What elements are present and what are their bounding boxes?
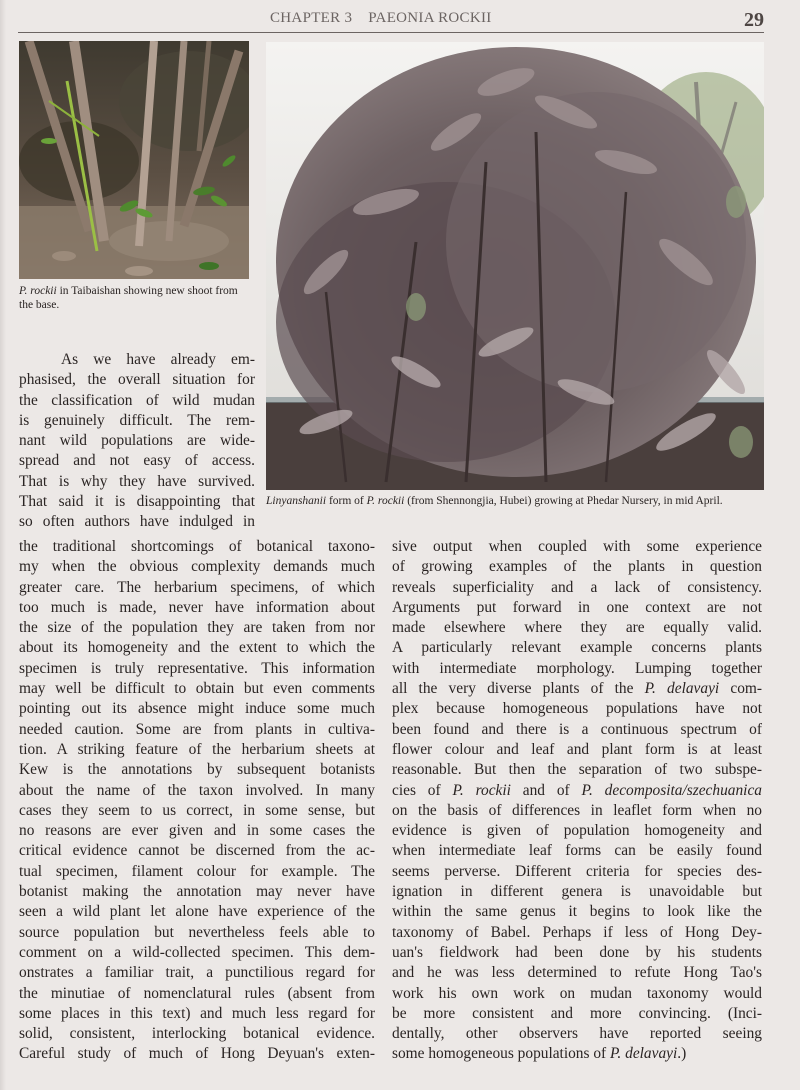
text-line: within the same genus it begins to look like the [392, 903, 762, 921]
text-line: reveals superficiality and a lack of consistency. [392, 578, 762, 596]
text-line: evidence is given of population homogeneity and [392, 822, 762, 840]
text-line: no reasons are ever given and in some cases the [19, 822, 375, 840]
text-line: A particularly relevant example concerns plants [392, 639, 762, 657]
intro-paragraph [19, 350, 255, 533]
text-line: solid, consistent, interlocking botanical evidence. [19, 1025, 375, 1043]
text-line: botanist making the annotation may never have [19, 883, 375, 901]
page-number: 29 [744, 9, 764, 31]
caption-right-photo [266, 494, 766, 508]
text-line: nant wild populations are wide- [19, 432, 255, 450]
text-line: critical evidence cannot be discerned from the ac- [19, 842, 375, 860]
running-head [270, 10, 700, 27]
left-column-text [19, 537, 375, 1065]
text-line: Arguments put forward in one context are not [392, 598, 762, 616]
text-line: needed caution. Some are from plants in cultiva- [19, 720, 375, 738]
text-line: may well be difficult to obtain but even comments [19, 680, 375, 698]
text-line: plex because homogeneous populations have not [392, 700, 762, 718]
text-line: the classification of wild mudan [19, 391, 255, 409]
caption-right-species: P. rockii [366, 495, 405, 507]
chapter-label: CHAPTER 3 [270, 10, 353, 26]
text-line: the minutiae of nomenclatural rules (absent from [19, 984, 375, 1002]
text-line: be more consistent and more convincing. (Inci- [392, 1004, 762, 1022]
caption-left-text: in Taibaishan showing new shoot from the base. [19, 285, 238, 311]
text-line: dentally, other observers have reported seeing [392, 1025, 762, 1043]
text-line: reasonable. But then the separation of two subspe- [392, 761, 762, 779]
text-line: seen a wild plant let alone have experience of the [19, 903, 375, 921]
text-line: ignation in different genera is unavoidable but [392, 883, 762, 901]
species-name: P. delavayi [610, 1045, 678, 1063]
caption-right-text: (from Shennongjia, Hubei) growing at Phedar Nursery, in mid April. [404, 495, 723, 507]
text-line: spread and not easy of access. [19, 452, 255, 470]
right-column-text [392, 537, 762, 1065]
caption-right-form: Linyanshanii [266, 495, 327, 507]
text-line: greater care. The herbarium specimens, of which [19, 578, 375, 596]
text-line: onstrates a familiar trait, a punctilious regard for [19, 964, 375, 982]
photo-taibaishan-shoot [19, 41, 249, 279]
text-line: the traditional shortcomings of botanical taxono- [19, 538, 375, 555]
text-line: when intermediate leaf forms can be easily found [392, 842, 762, 860]
text-line: flower colour and leaf and plant form is at least [392, 740, 762, 758]
text-line: the size of the population they are taken from nor [19, 619, 375, 637]
text-line: Kew is the annotations by subsequent botanists [19, 761, 375, 779]
text-line: As we have already em- [61, 351, 255, 368]
text-line: too much is made, never have information about [19, 598, 375, 616]
text-line: phasised, the overall situation for [19, 371, 255, 389]
species-name: P. rockii [452, 781, 511, 799]
text-line: That is why they have survived. [19, 472, 255, 490]
text-line: Careful study of much of Hong Deyuan's exten- [19, 1045, 375, 1063]
text-line: pointing out its absence might induce some much [19, 700, 375, 718]
caption-right-mid: form of [326, 495, 367, 507]
header-rule [18, 32, 764, 33]
text-line: on the basis of differences in leaflet form when no [392, 801, 762, 819]
species-name: P. delavayi [644, 680, 720, 698]
text-line: about its homogeneity and the extent to which the [19, 639, 375, 657]
species-name: P. decomposita/szechuanica [581, 781, 762, 799]
chapter-title: PAEONIA ROCKII [368, 10, 492, 26]
text-line: been found and there is a continuous spectrum of [392, 720, 762, 738]
text-line: my when the obvious complexity demands much [19, 558, 375, 576]
text-line: some places in this text) and much less regard for [19, 1004, 375, 1022]
text-line: work his own work on mudan taxonomy would [392, 984, 762, 1002]
text-line: tion. A striking feature of the herbarium sheets at [19, 740, 375, 758]
text-line: and he was less determined to refute Hong Tao's [392, 964, 762, 982]
text-line: cases they seem to us correct, in some sense, but [19, 801, 375, 819]
caption-left-photo [19, 284, 251, 312]
text-line: uan's fieldwork had been done by his students [392, 943, 762, 961]
text-line: about the name of the taxon involved. In many [19, 781, 375, 799]
text-line: specimen is truly representative. This information [19, 659, 375, 677]
text-line: of growing examples of the plants in question [392, 558, 762, 576]
text-line: with intermediate morphology. Lumping together [392, 659, 762, 677]
text-line: all the very diverse plants of the P. delavayi com- [392, 680, 762, 698]
text-line: made elsewhere where they are equally valid. [392, 619, 762, 637]
text-line: That said it is disappointing that [19, 493, 255, 511]
photo-linyanshanii-shrub [266, 42, 764, 490]
text-line: source population but nevertheless feels able to [19, 923, 375, 941]
text-line: comment on a wild-collected specimen. This dem- [19, 943, 375, 961]
text-line: seems perverse. Different criteria for species des- [392, 862, 762, 880]
text-line: sive output when coupled with some experience [392, 538, 762, 555]
text-line: tual specimen, filament colour for example. The [19, 862, 375, 880]
caption-left-species: P. rockii [19, 285, 57, 297]
text-line: is genuinely difficult. The rem- [19, 411, 255, 429]
text-line: taxonomy of Babel. Perhaps if less of Hong Dey- [392, 923, 762, 941]
text-line: so often authors have indulged in [19, 513, 255, 531]
text-line: cies of P. rockii and of P. decomposita/szechuanica [392, 781, 762, 799]
text-line: some homogeneous populations of P. delavayi.) [392, 1045, 687, 1063]
page-spine-shadow [0, 0, 6, 1090]
